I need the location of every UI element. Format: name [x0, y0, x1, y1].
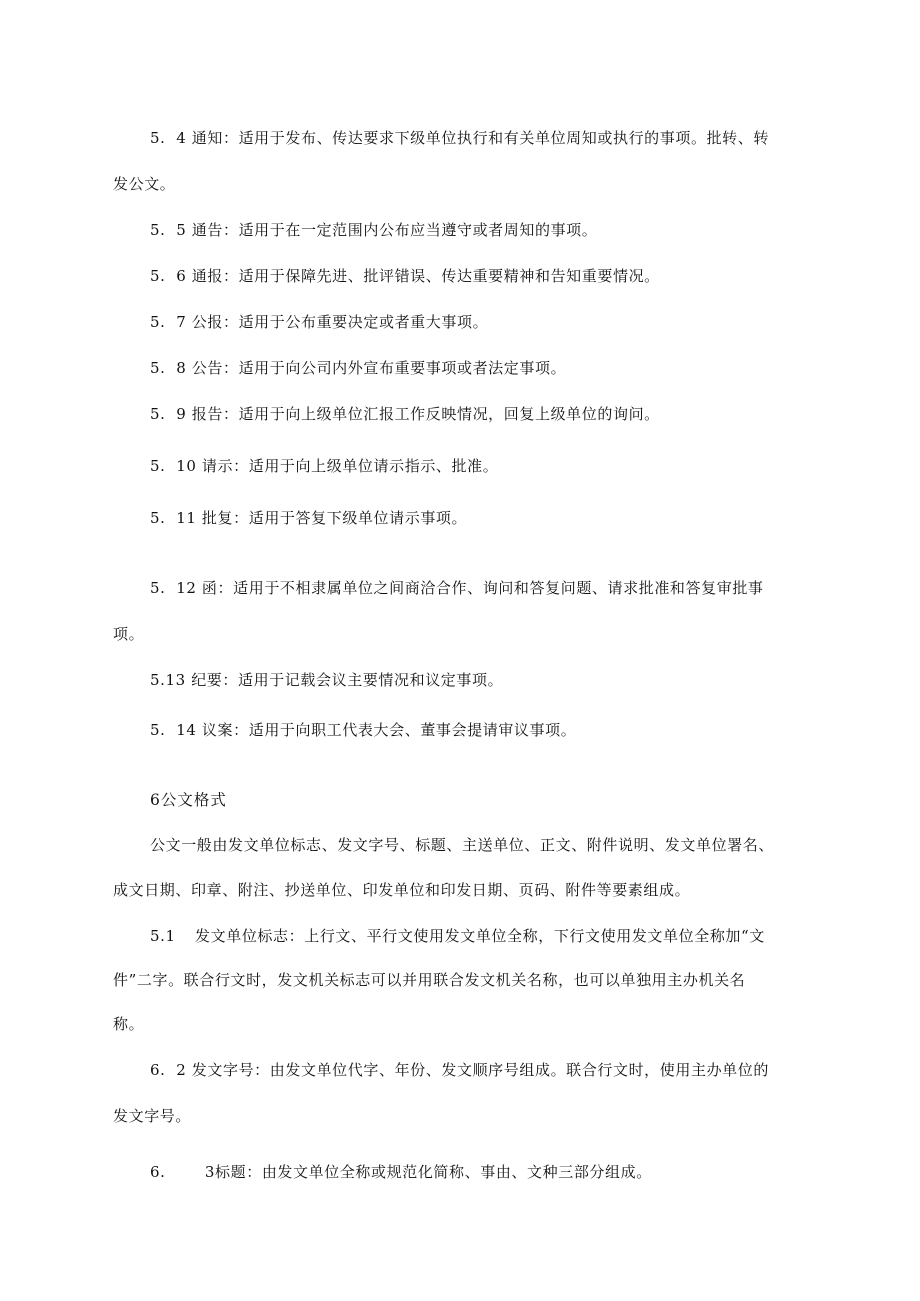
- item-5-6: [150, 266, 660, 286]
- item-text: 公告：适用于向公司内外宣布重要事项或者法定事项。: [191, 359, 567, 377]
- item-5-12: [150, 578, 764, 598]
- intro-line-2: 成文日期、印章、附注、抄送单位、印发单位和印发日期、页码、附件等要素组成。: [113, 881, 691, 899]
- item-5-9: [150, 404, 660, 424]
- item-number: 5.1: [150, 927, 176, 945]
- item-number: 5. 6: [150, 267, 187, 285]
- paragraph-5-1-line-2: 件”二字。联合行文时，发文机关标志可以并用联合发文机关名称，也可以单独用主办机关名: [113, 971, 746, 989]
- paragraph-6-3: [150, 1162, 652, 1182]
- item-number: 5. 10: [150, 457, 197, 475]
- item-number: 5. 11: [150, 509, 197, 527]
- item-5-10: [150, 456, 498, 476]
- item-5-4: [150, 128, 769, 148]
- item-text: 发文单位标志：上行文、平行文使用发文单位全称，下行文使用发文单位全称加“文: [195, 927, 765, 945]
- item-number: 5. 8: [150, 359, 187, 377]
- item-5-12-continued: 项。: [113, 625, 145, 643]
- item-number: 5. 14: [150, 721, 197, 739]
- item-number: 5. 12: [150, 579, 197, 597]
- item-number: 5. 5: [150, 221, 187, 239]
- item-5-14: [150, 720, 576, 740]
- paragraph-5-1-line-3: 称。: [113, 1015, 145, 1033]
- item-5-7: [150, 312, 488, 332]
- item-number: 6. 2: [150, 1061, 187, 1079]
- paragraph-6-2-line-2: 发文字号。: [113, 1107, 192, 1125]
- item-text: 请示：适用于向上级单位请示指示、批准。: [201, 457, 499, 475]
- item-text: 报告：适用于向上级单位汇报工作反映情况，回复上级单位的询问。: [191, 405, 660, 423]
- item-number: 6.: [150, 1163, 166, 1181]
- item-5-8: [150, 358, 566, 378]
- item-text: 批复：适用于答复下级单位请示事项。: [201, 509, 468, 527]
- item-number: 5. 9: [150, 405, 187, 423]
- paragraph-5-1: [150, 926, 765, 946]
- item-text: 议案：适用于向职工代表大会、董事会提请审议事项。: [201, 721, 577, 739]
- item-text: 函：适用于不相隶属单位之间商洽合作、询问和答复问题、请求批准和答复审批事: [201, 579, 764, 597]
- item-text: 通报：适用于保障先进、批评错误、传达重要精神和告知重要情况。: [191, 267, 660, 285]
- item-5-5: [150, 220, 597, 240]
- paragraph-6-2: [150, 1060, 769, 1080]
- intro-line-1: 公文一般由发文单位标志、发文字号、标题、主送单位、正文、附件说明、发文单位署名、: [150, 836, 775, 854]
- item-text: 公报：适用于公布重要决定或者重大事项。: [191, 313, 489, 331]
- item-text: 3标题：由发文单位全称或规范化简称、事由、文种三部分组成。: [204, 1163, 652, 1181]
- item-text: 通告：适用于在一定范围内公布应当遵守或者周知的事项。: [191, 221, 598, 239]
- item-5-4-continued: 发公文。: [113, 175, 176, 193]
- item-number: 5. 4: [150, 129, 187, 147]
- item-number: 5.13: [150, 671, 186, 689]
- item-5-11: [150, 508, 467, 528]
- item-text: 纪要：适用于记载会议主要情况和议定事项。: [191, 671, 504, 689]
- item-number: 5. 7: [150, 313, 187, 331]
- item-5-13: [150, 670, 503, 690]
- item-text: 发文字号：由发文单位代字、年份、发文顺序号组成。联合行文时，使用主办单位的: [191, 1061, 769, 1079]
- section-heading: 6公文格式: [150, 791, 227, 809]
- item-text: 通知：适用于发布、传达要求下级单位执行和有关单位周知或执行的事项。批转、转: [191, 129, 769, 147]
